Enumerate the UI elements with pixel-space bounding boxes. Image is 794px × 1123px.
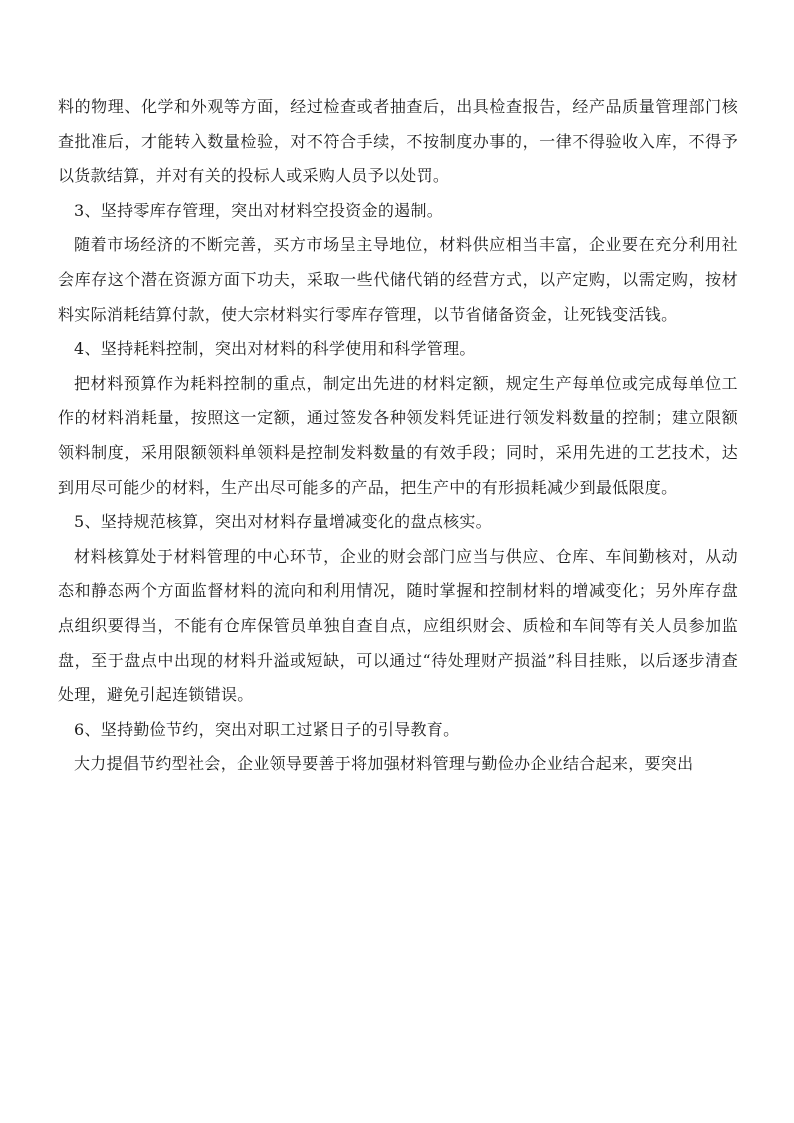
- paragraph-continuation: 料的物理、化学和外观等方面，经过检查或者抽查后，出具检查报告，经产品质量管理部门核查批准后，才能转入数量检验，对不符合手续，不按制度办事的，一律不得验收入库，不得予以货款结算，并对有关的投标人或采购人员予以处罚。: [58, 97, 738, 186]
- paragraph-consumption-control: 把材料预算作为耗料控制的重点，制定出先进的材料定额，规定生产每单位或完成每单位工作的材料消耗量，按照这一定额，通过签发各种领发料凭证进行领发料数量的控制；建立限额领料制度，采用限额领料单领料是控制发料数量的有效手段；同时，采用先进的工艺技术，达到用尽可能少的材料，生产出尽可能多的产品，把生产中的有形损耗减少到最低限度。: [58, 373, 738, 497]
- paragraph-standard-accounting: 材料核算处于材料管理的中心环节，企业的财会部门应当与供应、仓库、车间勤核对，从动态和静态两个方面监督材料的流向和利用情况，随时掌握和控制材料的增减变化；另外库存盘点组织要得当，不能有仓库保管员单独自查自点，应组织财会、质检和车间等有关人员参加监盘，至于盘点中出现的材料升溢或短缺，可以通过“待处理财产损溢”科目挂账，以后逐步清查处理，避免引起连锁错误。: [58, 546, 738, 705]
- document-body: [58, 90, 738, 782]
- paragraph-thrift: 大力提倡节约型社会，企业领导要善于将加强材料管理与勤俭办企业结合起来，要突出: [74, 754, 694, 774]
- section-heading-6: 6、坚持勤俭节约，突出对职工过紧日子的引导教育。: [74, 719, 460, 739]
- section-heading-5: 5、坚持规范核算，突出对材料存量增减变化的盘点核实。: [74, 512, 492, 532]
- paragraph-zero-inventory: 随着市场经济的不断完善，买方市场呈主导地位，材料供应相当丰富，企业要在充分利用社会库存这个潜在资源方面下功夫，采取一些代储代销的经营方式，以产定购，以需定购，按材料实际消耗结算付款，使大宗材料实行零库存管理，以节省储备资金，让死钱变活钱。: [58, 235, 738, 324]
- section-heading-3: 3、坚持零库存管理，突出对材料空投资金的遏制。: [74, 200, 444, 220]
- section-heading-4: 4、坚持耗料控制，突出对材料的科学使用和科学管理。: [74, 339, 476, 359]
